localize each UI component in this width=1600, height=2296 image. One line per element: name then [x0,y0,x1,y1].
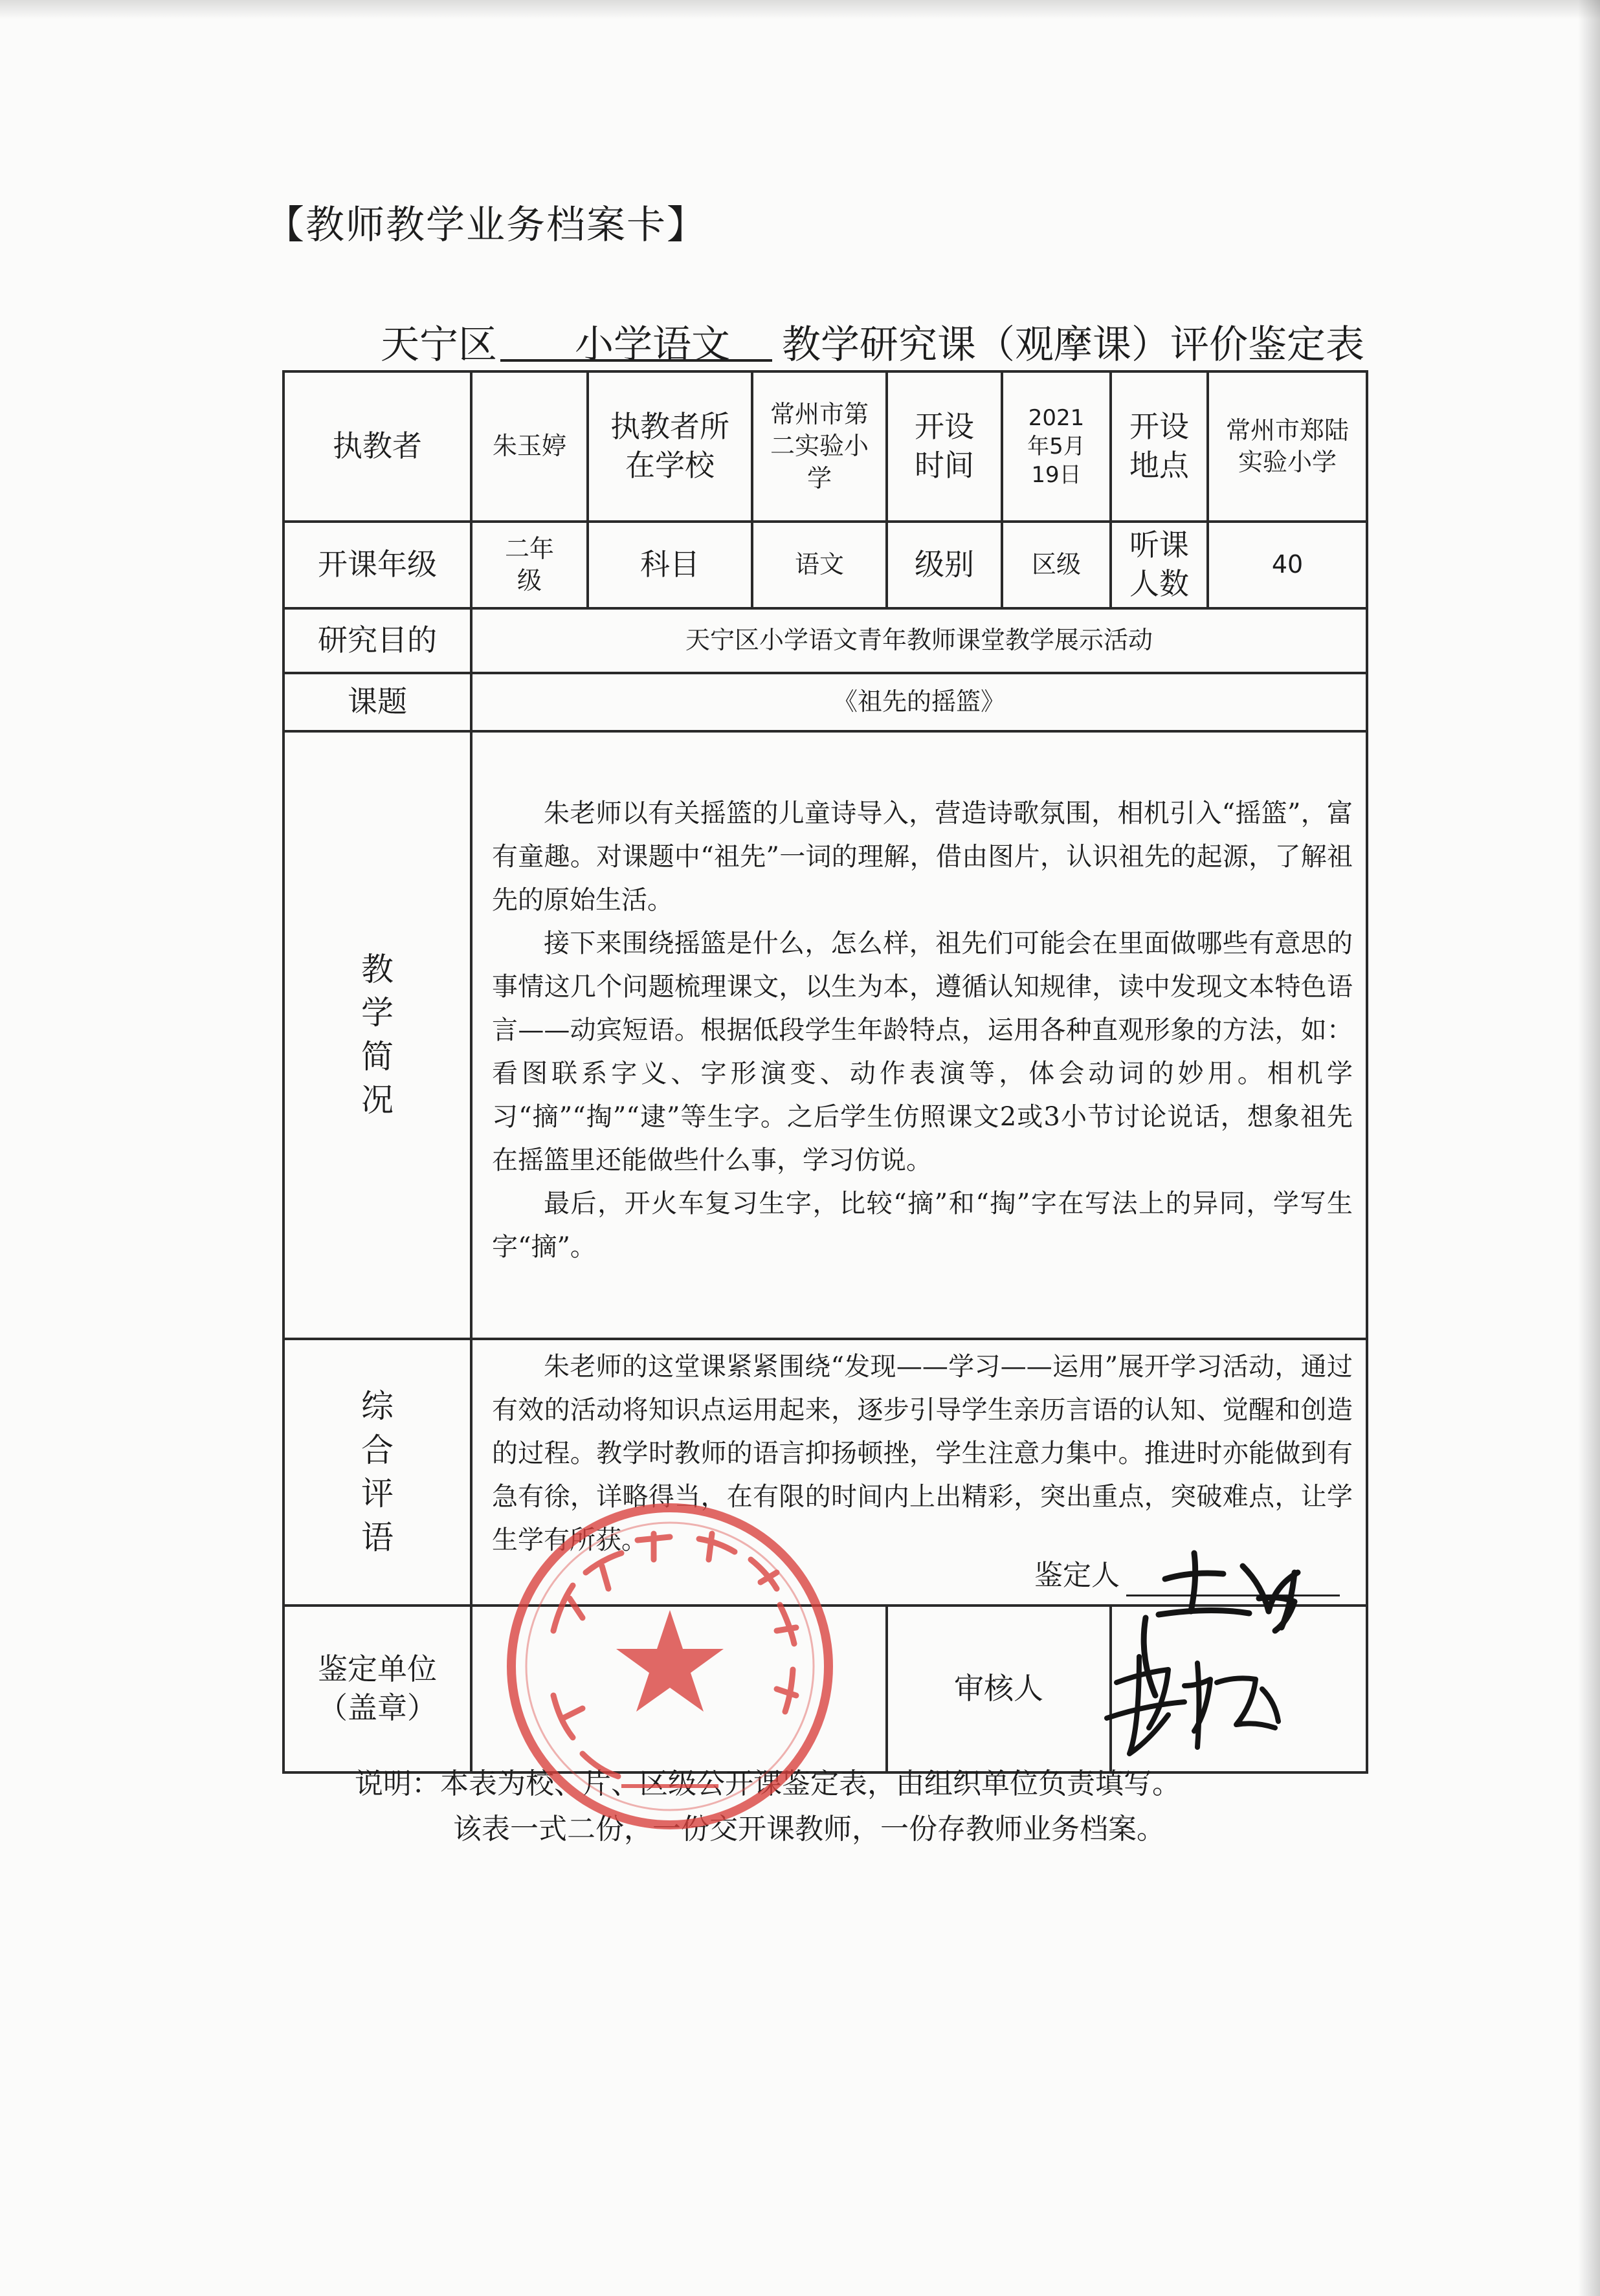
unit-label: 鉴定单位（盖章） [283,1606,471,1772]
brief-paragraph: 朱老师以有关摇篮的儿童诗导入，营造诗歌氛围，相机引入“摇篮”，富有童趣。对课题中“祖先”一词的理解，借由图片，认识祖先的起源，了解祖先的原始生活。 [492,799,1353,915]
level-value: 区级 [1002,522,1111,608]
time-value: 2021年5月19日 [1002,371,1111,522]
title-district: 天宁区 [381,322,497,368]
title-rest: 教学研究课（观摩课）评价鉴定表 [782,322,1364,368]
time-label: 开设时间 [887,371,1002,522]
level-label: 级别 [887,522,1002,608]
title-subject: 小学语文 [575,322,730,368]
official-stamp [511,1508,828,1825]
subject-label: 科目 [588,522,752,608]
reviewer-signature [1107,1657,1278,1754]
brief-paragraph: 最后，开火车复习生字，比较“摘”和“掏”字在写法上的异同，学写生字“摘”。 [492,1189,1353,1262]
school-label: 执教者所在学校 [588,371,752,522]
archive-card-header: 【教师教学业务档案卡】 [265,203,707,248]
footnote-line-2: 该表一式二份，一份交开课教师，一份存教师业务档案。 [453,1813,1165,1846]
stamp-star-icon [616,1610,724,1712]
brief-paragraph: 接下来围绕摇篮是什么，怎么样，祖先们可能会在里面做哪些有意思的事情这几个问题梳理课文，以生为本，遵循认知规律，读中发现文本特色语言——动宾短语。根据低段学生年龄特点，运用各种直观形象的方法，如：看图联系字义、字形演变、动作表演等，体会动词的妙用。相机学习“摘”“掏”“逮”等生字。之后学生仿照课文2或3小节讨论说话，想象祖先在摇篮里还能做些什么事，学习仿说。 [492,929,1353,1175]
comment-label: 综合评语 [361,1387,394,1556]
reviewer-label: 审核人 [887,1606,1111,1772]
topic-value: 《祖先的摇篮》 [471,673,1367,731]
place-label: 开设地点 [1111,371,1208,522]
subject-value: 语文 [752,522,887,608]
brief-label: 教学简况 [361,950,394,1119]
audience-value: 40 [1208,522,1367,608]
teacher-value: 朱玉婷 [471,371,588,522]
footnote-line-1: 说明：本表为校、片、区级公开课鉴定表，由组织单位负责填写。 [355,1767,1181,1800]
comment-paragraph: 朱老师的这堂课紧紧围绕“发现——学习——运用”展开学习活动，通过有效的活动将知识点运用起来，逐步引导学生亲历言语的认知、觉醒和创造的过程。教学时教师的语言抑扬顿挫，学生注意力集中。推进时亦能做到有急有徐，详略得当，在有限的时间内上出精彩，突出重点，突破难点，让学生学有所获。 [492,1352,1353,1555]
grade-value: 二年级 [471,522,588,608]
grade-label: 开课年级 [283,522,471,608]
purpose-label: 研究目的 [283,608,471,673]
teacher-label: 执教者 [283,371,471,522]
appraiser-label: 鉴定人 [1034,1558,1120,1592]
topic-label: 课题 [283,673,471,731]
school-value: 常州市第二实验小学 [752,371,887,522]
purpose-value: 天宁区小学语文青年教师课堂教学展示活动 [471,608,1367,673]
audience-label: 听课人数 [1111,522,1208,608]
place-value: 常州市郑陆实验小学 [1208,371,1367,522]
